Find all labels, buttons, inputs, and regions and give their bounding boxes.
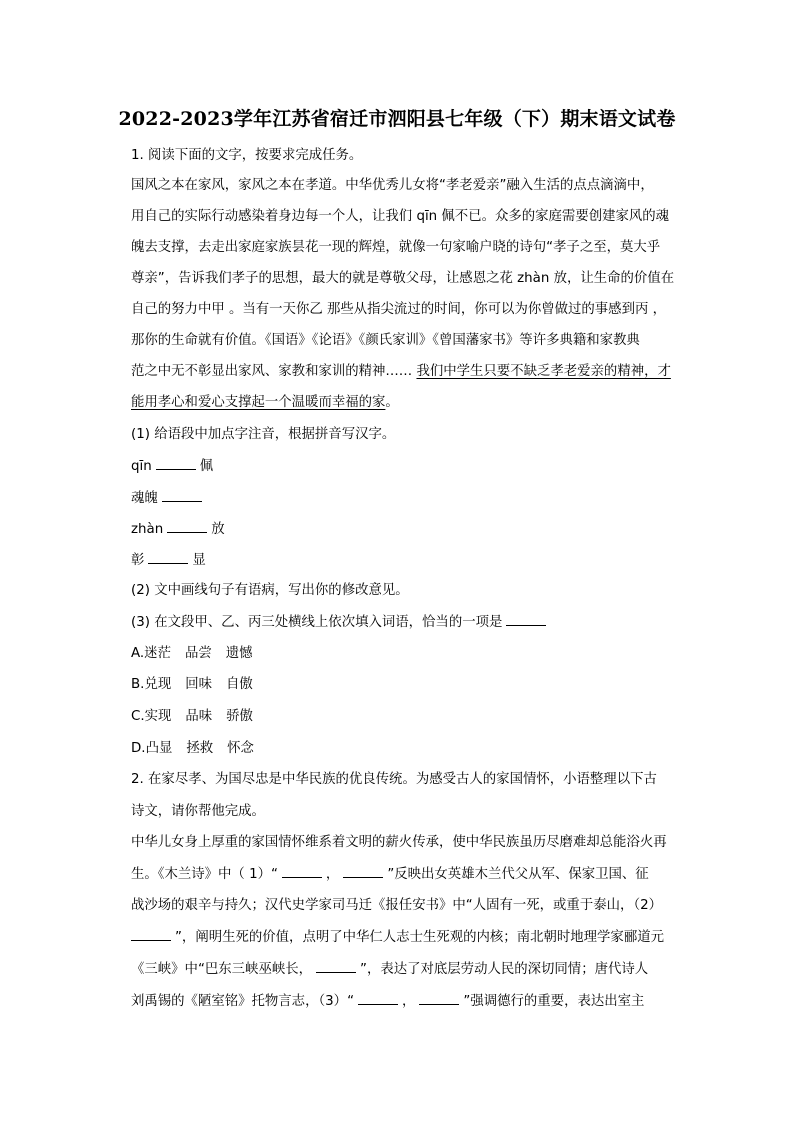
question-2-header: 2. 在家尽孝、为国尽忠是中华民族的优良传统。为感受古人的家国情怀，小语整理以下古 — [131, 772, 657, 787]
q2-text: 生。《木兰诗》中（ 1）“ — [131, 867, 278, 882]
option-b[interactable] — [131, 676, 701, 694]
answer-blank[interactable] — [167, 520, 207, 533]
q2-text: ”，阐明生死的价值，点明了中华仁人志士生死观的内核；南北朝时地理学家郦道元 — [175, 930, 664, 945]
q2-text: ”，表达了对底层劳动人民的深切同情；唐代诗人 — [360, 962, 649, 977]
fill-item — [131, 457, 701, 476]
fill-suffix: 佩 — [199, 459, 214, 474]
option-word: 怀念 — [227, 741, 254, 756]
question-2-header-cont: 诗文，请你帮他完成。 — [131, 804, 265, 819]
passage-line: 自己的努力中甲 。当有一天你乙 那些从指尖流过的时间，你可以为你曾做过的事感到丙 ， — [131, 302, 667, 317]
fill-prefix: 彰 — [131, 553, 145, 568]
underlined-sentence: 能用孝心和爱心支撑起一个温暖而幸福的家 — [131, 395, 386, 410]
sub-question-2: (2) 文中画线句子有语病，写出你的修改意见。 — [131, 583, 409, 598]
answer-blank[interactable] — [156, 457, 196, 470]
question-1-header: 1. 阅读下面的文字，按要求完成任务。 — [131, 148, 363, 163]
option-word: 拯救 — [186, 741, 214, 756]
q2-passage-line — [131, 865, 701, 884]
q2-passage-line: 战沙场的艰辛与持久；汉代史学家司马迁《报任安书》中“人固有一死，或重于泰山，（2） — [131, 898, 662, 913]
answer-blank[interactable] — [358, 992, 398, 1005]
answer-blank[interactable] — [419, 992, 459, 1005]
q2-text: 《三峡》中“巴东三峡巫峡长， — [131, 962, 313, 977]
fill-suffix: 放 — [211, 522, 225, 537]
answer-blank[interactable] — [148, 551, 188, 564]
passage-line: 尊亲”，告诉我们孝子的思想，最大的就是尊敬父母，让感恩之花 zhàn 放，让生命的价值在 — [131, 271, 675, 286]
answer-blank[interactable] — [506, 613, 546, 626]
passage-text: 范之中无不彰显出家风、家教和家训的精神…… — [131, 364, 417, 379]
passage-line: 魄去支撑，去走出家庭家族昙花一现的辉煌，就像一句家喻户晓的诗句“孝子之至，莫大乎 — [131, 240, 661, 255]
fill-item — [131, 520, 701, 539]
q2-passage-line — [131, 928, 701, 947]
passage-line: 那你的生命就有价值。《国语》《论语》《颜氏家训》《曾国藩家书》等许多典籍和家教典 — [131, 333, 640, 348]
option-label: A.迷茫 — [131, 646, 171, 661]
q2-text: ， — [402, 994, 416, 1009]
passage-line: 国风之本在家风，家风之本在孝道。中华优秀儿女将“孝老爱亲”融入生活的点点滴滴中， — [131, 178, 654, 193]
option-word: 品味 — [185, 709, 213, 724]
underlined-sentence: 我们中学生只要不缺乏孝老爱亲的精神，才 — [416, 364, 671, 379]
answer-blank[interactable] — [162, 489, 202, 502]
sub-question-1: (1) 给语段中加点字注音，根据拼音写汉字。 — [131, 427, 396, 442]
passage-line — [131, 363, 701, 381]
option-c[interactable] — [131, 708, 701, 726]
q2-passage-line — [131, 960, 701, 979]
q2-text: ”强调德行的重要，表达出室主 — [463, 994, 645, 1009]
option-word: 遗憾 — [225, 646, 253, 661]
page-title: 2022-2023学年江苏省宿迁市泗阳县七年级（下）期末语文试卷 — [118, 108, 676, 130]
fill-prefix: qīn — [131, 459, 152, 474]
answer-blank[interactable] — [282, 865, 322, 878]
answer-blank[interactable] — [343, 865, 383, 878]
sub-question-3 — [131, 613, 701, 632]
fill-item — [131, 551, 701, 570]
option-word: 自傲 — [226, 677, 253, 692]
q2-text: ”反映出女英雄木兰代父从军、保家卫国、征 — [387, 867, 649, 882]
option-label: B.兑现 — [131, 677, 172, 692]
answer-blank[interactable] — [131, 928, 171, 941]
option-word: 骄傲 — [226, 709, 253, 724]
option-word: 回味 — [185, 677, 213, 692]
q2-text: ， — [325, 867, 340, 882]
q2-passage-line: 中华儿女身上厚重的家国情怀维系着文明的薪火传承，使中华民族虽历尽磨难却总能浴火再 — [131, 835, 667, 850]
q2-text: 刘禹锡的《陋室铭》托物言志，（3）“ — [131, 994, 355, 1009]
option-label: C.实现 — [131, 709, 172, 724]
fill-item — [131, 489, 701, 508]
sub-question-3-text: (3) 在文段甲、乙、丙三处横线上依次填入词语，恰当的一项是 — [131, 615, 503, 630]
passage-text: 。 — [385, 395, 399, 410]
option-d[interactable] — [131, 740, 701, 758]
fill-suffix: 显 — [192, 553, 206, 568]
passage-line: 用自己的实际行动感染着身边每一个人，让我们 qīn 佩不已。众多的家庭需要创建家风的魂 — [131, 209, 670, 224]
option-a[interactable] — [131, 645, 701, 663]
q2-passage-line — [131, 992, 701, 1011]
option-word: 品尝 — [184, 646, 212, 661]
fill-prefix: 魂魄 — [131, 491, 158, 506]
answer-blank[interactable] — [316, 960, 356, 973]
fill-prefix: zhàn — [131, 522, 164, 537]
option-label: D.凸显 — [131, 741, 173, 756]
passage-line — [131, 394, 701, 412]
